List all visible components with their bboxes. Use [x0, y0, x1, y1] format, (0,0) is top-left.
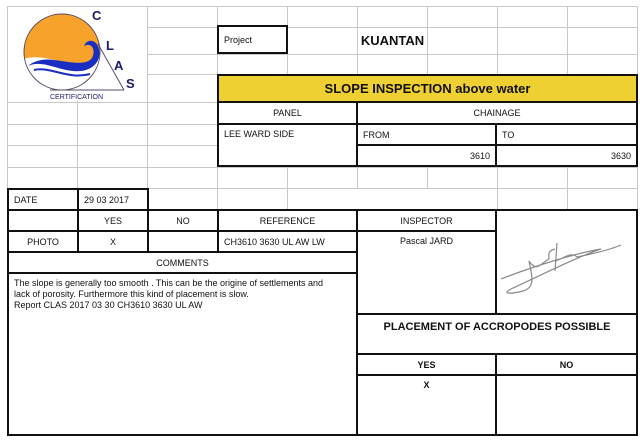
grid-line — [147, 6, 148, 188]
photo-yes-header: YES — [77, 209, 149, 232]
signature-image — [497, 211, 636, 313]
reference-value: CH3610 3630 UL AW LW — [217, 230, 358, 253]
chainage-to-value: 3630 — [495, 144, 638, 167]
inspector-header: INSPECTOR — [356, 209, 497, 232]
clas-certification-logo — [20, 8, 140, 100]
chainage-to-label: TO — [495, 123, 638, 146]
grid-line — [7, 167, 637, 168]
project-label: Project — [217, 25, 288, 54]
date-value: 29 03 2017 — [77, 188, 149, 211]
date-label: DATE — [7, 188, 79, 211]
photo-label: PHOTO — [7, 230, 79, 253]
comments-header: COMMENTS — [7, 251, 358, 274]
placement-no-value — [495, 374, 638, 436]
photo-no-header: NO — [147, 209, 219, 232]
comment-line: The slope is generally too smooth . This can be the origine of settlements and — [14, 278, 324, 288]
svg-text:L: L — [106, 38, 114, 53]
comment-line: lack of porosity. Furthermore this kind of placement is slow. — [14, 289, 249, 299]
signature-cell — [495, 209, 638, 315]
photo-blank-cell — [7, 209, 79, 232]
placement-yes-value: X — [356, 374, 497, 436]
reference-header: REFERENCE — [217, 209, 358, 232]
chainage-from-label: FROM — [356, 123, 497, 146]
comment-line: Report CLAS 2017 03 30 CH3610 3630 UL AW — [14, 300, 203, 310]
chainage-from-value: 3610 — [356, 144, 497, 167]
svg-text:A: A — [114, 58, 124, 73]
inspector-name: Pascal JARD — [356, 230, 497, 315]
placement-no-header: NO — [495, 353, 638, 376]
svg-text:C: C — [92, 8, 102, 23]
comments-body — [7, 272, 358, 436]
placement-yes-header: YES — [356, 353, 497, 376]
panel-header: PANEL — [217, 101, 358, 125]
project-value: KUANTAN — [360, 33, 425, 48]
svg-text:S: S — [126, 76, 135, 91]
svg-text:CERTIFICATION: CERTIFICATION — [50, 94, 104, 100]
panel-value: LEE WARD SIDE — [217, 123, 358, 167]
page-title: SLOPE INSPECTION above water — [217, 74, 638, 103]
chainage-header: CHAINAGE — [356, 101, 638, 125]
photo-no-value — [147, 230, 219, 253]
photo-yes-value: X — [77, 230, 149, 253]
placement-title: PLACEMENT OF ACCROPODES POSSIBLE — [356, 313, 638, 355]
